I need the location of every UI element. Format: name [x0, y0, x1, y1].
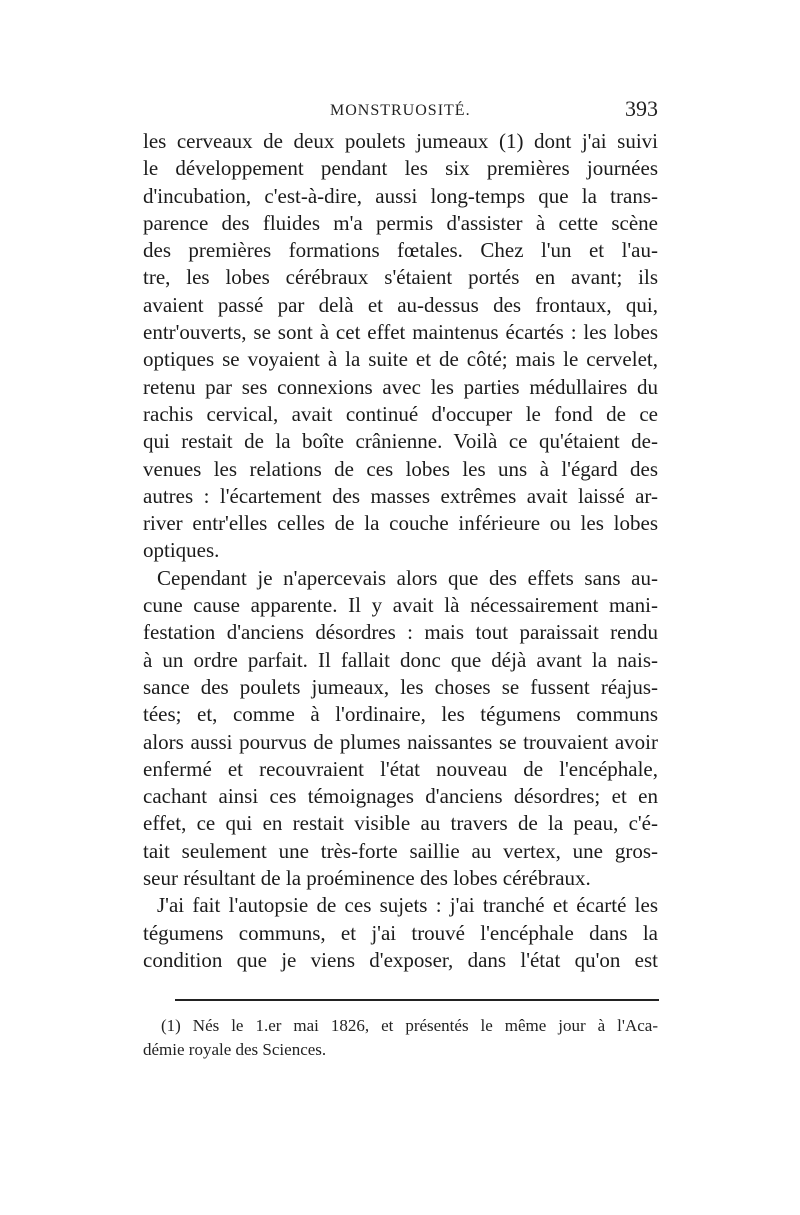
footnote-line: (1) Nés le 1.er mai 1826, et présentés le même jour à l'Aca-	[161, 1016, 658, 1035]
text-line: retenu par ses connexions avec les parties médullaires du	[143, 374, 658, 399]
text-line: optiques se voyaient à la suite et de côté; mais le cervelet,	[143, 347, 658, 372]
text-line: alors aussi pourvus de plumes naissantes se trouvaient avoir	[143, 729, 658, 754]
text-line: seur résultant de la proéminence des lobes cérébraux.	[143, 866, 591, 891]
paragraph-start-line: Cependant je n'apercevais alors que des effets sans au-	[157, 565, 658, 590]
text-line: avaient passé par delà et au-dessus des frontaux, qui,	[143, 292, 658, 317]
footnote-line: démie royale des Sciences.	[143, 1040, 327, 1059]
text-line: qui restait de la boîte crânienne. Voilà ce qu'étaient de-	[143, 429, 658, 454]
text-line: tées; et, comme à l'ordinaire, les tégumens communs	[143, 702, 658, 727]
text-line: cune cause apparente. Il y avait là nécessairement mani-	[143, 593, 658, 618]
page-number: 393	[625, 96, 658, 121]
text-line: tait seulement une très-forte saillie au vertex, une gros-	[143, 838, 658, 863]
running-title: MONSTRUOSITÉ.	[330, 102, 471, 119]
footnote-rule	[175, 999, 659, 1001]
text-line: optiques.	[143, 538, 220, 563]
text-line: des premières formations fœtales. Chez l'un et l'au-	[143, 238, 658, 263]
paragraph-start-line: J'ai fait l'autopsie de ces sujets : j'ai tranché et écarté les	[157, 893, 658, 918]
text-line: enfermé et recouvraient l'état nouveau de l'encéphale,	[143, 756, 658, 781]
body-text	[143, 128, 658, 974]
text-line: sance des poulets jumeaux, les choses se fussent réajus-	[143, 674, 658, 699]
text-line: parence des fluides m'a permis d'assister à cette scène	[143, 210, 658, 235]
text-line: entr'ouverts, se sont à cet effet maintenus écartés : les lobes	[143, 320, 658, 345]
text-line: tre, les lobes cérébraux s'étaient portés en avant; ils	[143, 265, 658, 290]
footnote	[143, 1014, 658, 1062]
text-line: autres : l'écartement des masses extrêmes avait laissé ar-	[143, 483, 658, 508]
text-line: à un ordre parfait. Il fallait donc que déjà avant la nais-	[143, 647, 658, 672]
text-line: river entr'elles celles de la couche inférieure ou les lobes	[143, 511, 658, 536]
text-line: venues les relations de ces lobes les uns à l'égard des	[143, 456, 658, 481]
text-line: condition que je viens d'exposer, dans l'état qu'on est	[143, 947, 658, 972]
text-line: le développement pendant les six premières journées	[143, 156, 658, 181]
text-line: d'incubation, c'est-à-dire, aussi long-temps que la trans-	[143, 183, 658, 208]
text-line: effet, ce qui en restait visible au travers de la peau, c'é-	[143, 811, 658, 836]
text-line: cachant ainsi ces témoignages d'anciens désordres; et en	[143, 784, 658, 809]
page-header	[150, 96, 658, 126]
text-line: festation d'anciens désordres : mais tout paraissait rendu	[143, 620, 658, 645]
text-line: les cerveaux de deux poulets jumeaux (1) dont j'ai suivi	[143, 129, 658, 153]
text-line: rachis cervical, avait continué d'occuper le fond de ce	[143, 401, 658, 426]
text-line: tégumens communs, et j'ai trouvé l'encéphale dans la	[143, 920, 658, 945]
